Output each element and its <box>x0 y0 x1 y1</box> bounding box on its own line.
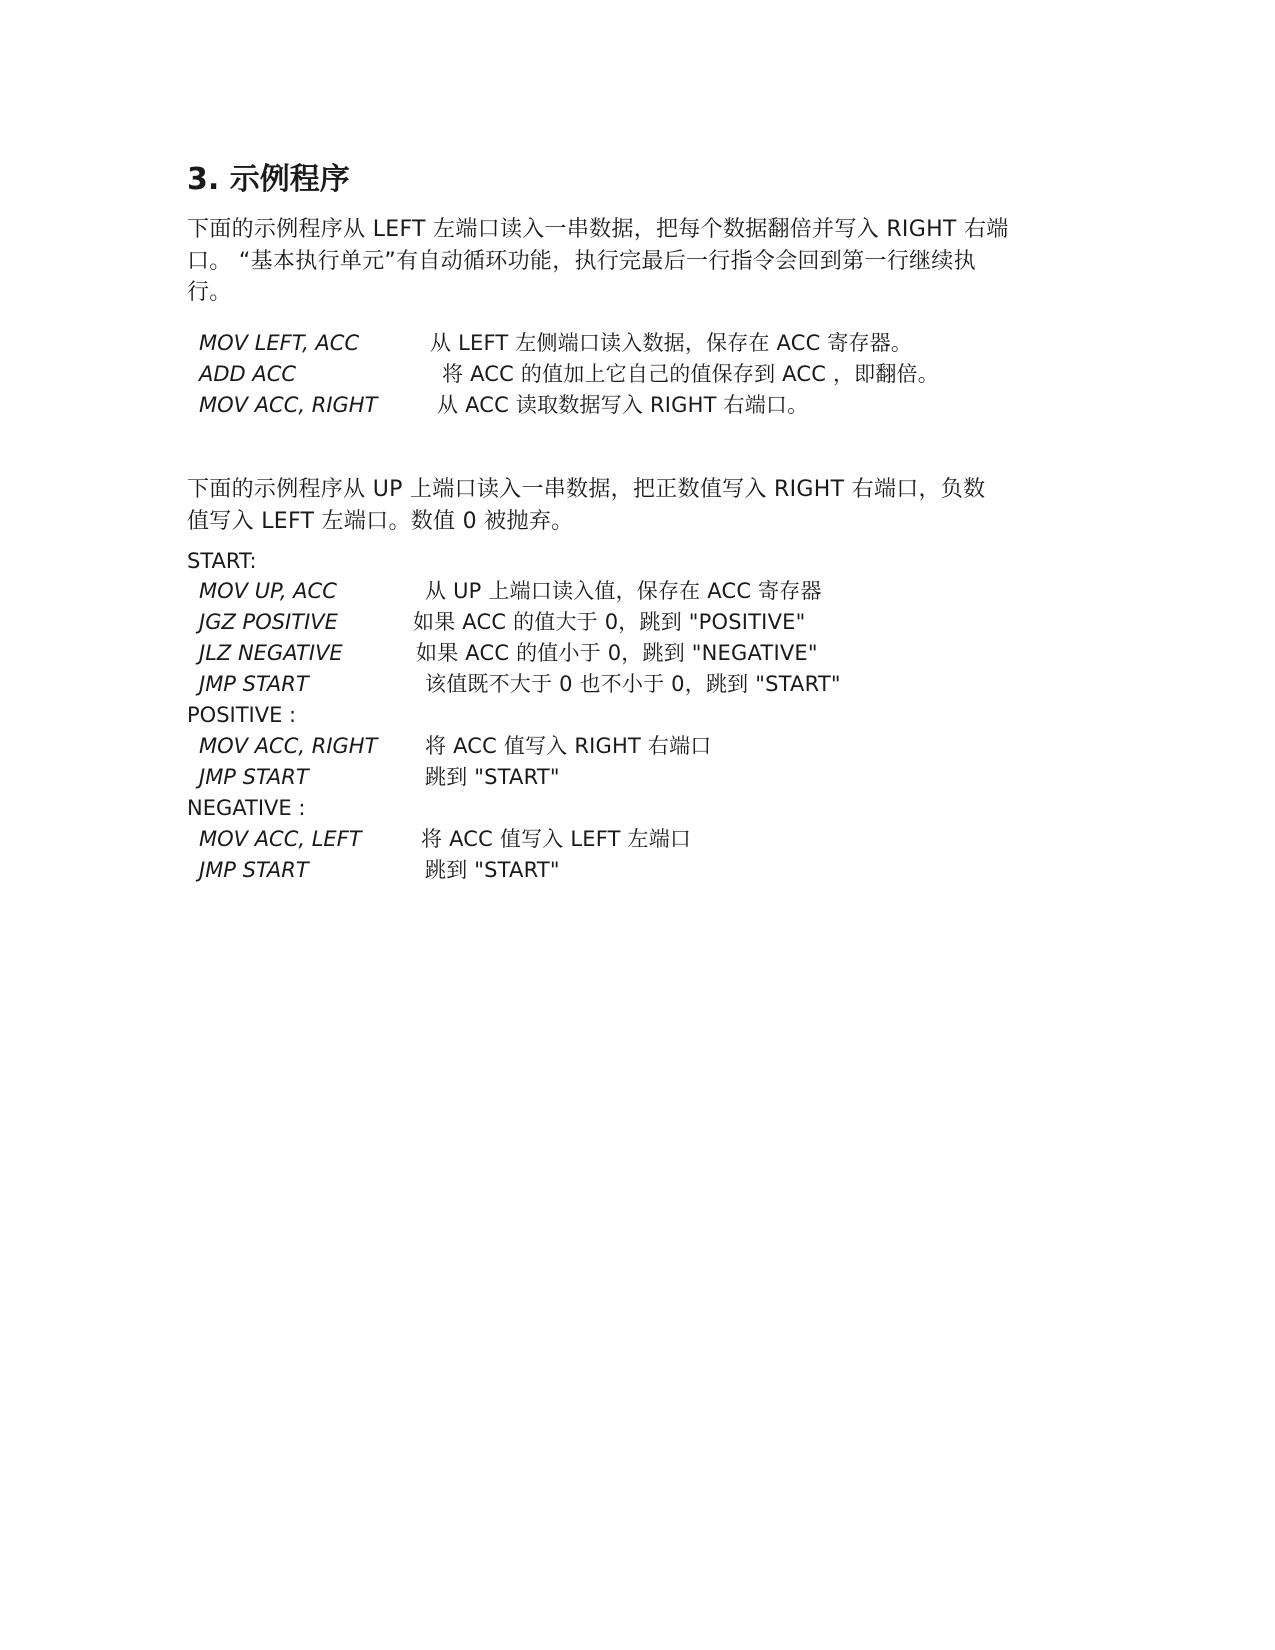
code-instruction: JMP START <box>199 672 309 696</box>
intro-paragraph-1 <box>187 214 1087 309</box>
code-instruction: JGZ POSITIVE <box>199 610 338 634</box>
code-comment: 跳到 "START" <box>425 858 560 882</box>
code-instruction: MOV ACC, LEFT <box>199 827 362 851</box>
code-label-positive: POSITIVE : <box>187 703 297 727</box>
code-comment: 将 ACC 值写入 RIGHT 右端口 <box>425 734 712 758</box>
code-label-negative: NEGATIVE : <box>187 796 306 820</box>
code-comment: 如果 ACC 的值小于 0，跳到 "NEGATIVE" <box>416 641 818 665</box>
code-instruction: MOV ACC, RIGHT <box>199 393 378 417</box>
code-instruction: ADD ACC <box>199 362 297 386</box>
code-label-start: START: <box>187 549 257 573</box>
code-instruction: JMP START <box>199 858 309 882</box>
code-comment: 将 ACC 值写入 LEFT 左端口 <box>421 827 692 851</box>
section-heading: 3. 示例程序 <box>187 162 350 197</box>
paragraph-line: 行。 <box>187 280 232 305</box>
intro-paragraph-2 <box>187 474 1087 537</box>
code-comment: 跳到 "START" <box>425 765 560 789</box>
code-instruction: MOV UP, ACC <box>199 579 337 603</box>
code-comment: 从 LEFT 左侧端口读入数据，保存在 ACC 寄存器。 <box>430 331 913 355</box>
paragraph-line: 值写入 LEFT 左端口。数值 0 被抛弃。 <box>187 508 574 534</box>
paragraph-line: 下面的示例程序从 UP 上端口读入一串数据，把正数值写入 RIGHT 右端口，负数 <box>187 477 986 502</box>
code-comment: 从 UP 上端口读入值，保存在 ACC 寄存器 <box>425 579 822 603</box>
code-instruction: MOV LEFT, ACC <box>199 331 360 355</box>
paragraph-line: 下面的示例程序从 LEFT 左端口读入一串数据，把每个数据翻倍并写入 RIGHT 右端 <box>187 217 1009 242</box>
code-instruction: JMP START <box>199 765 309 789</box>
code-comment: 将 ACC 的值加上它自己的值保存到 ACC ，即翻倍。 <box>442 362 939 386</box>
code-comment: 从 ACC 读取数据写入 RIGHT 右端口。 <box>437 393 809 417</box>
paragraph-line: 口。 “基本执行单元”有自动循环功能，执行完最后一行指令会回到第一行继续执 <box>187 248 976 274</box>
code-instruction: MOV ACC, RIGHT <box>199 734 378 758</box>
code-comment: 该值既不大于 0 也不小于 0，跳到 "START" <box>425 672 841 696</box>
code-comment: 如果 ACC 的值大于 0，跳到 "POSITIVE" <box>413 610 806 634</box>
code-instruction: JLZ NEGATIVE <box>199 641 343 665</box>
